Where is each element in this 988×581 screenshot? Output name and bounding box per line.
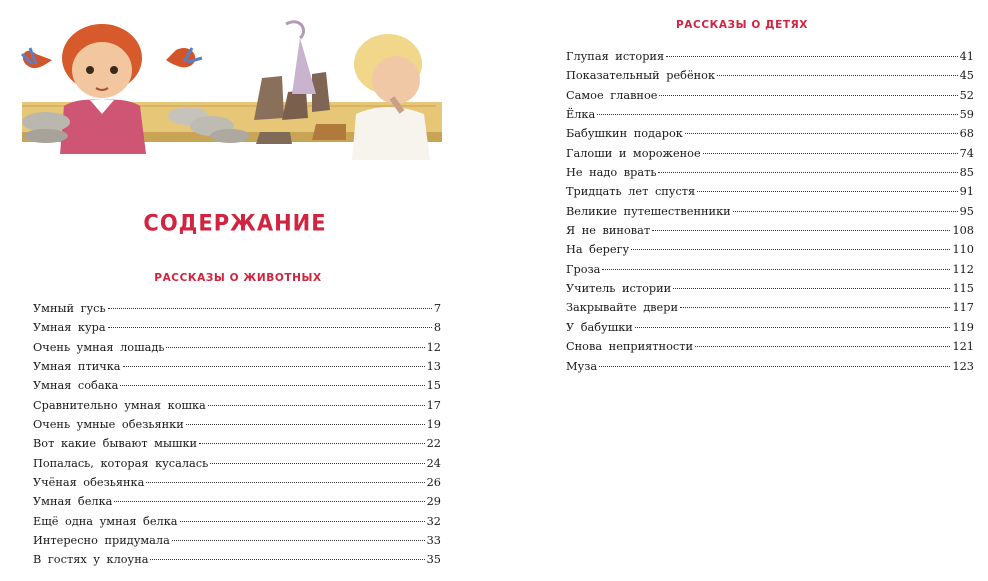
toc-entry-page: 115 [952, 282, 974, 296]
toc-entry-title: Муза [566, 359, 598, 373]
toc-animals [33, 299, 441, 570]
toc-entry-title: Галоши и мороженое [566, 146, 701, 160]
toc-entry-page: 108 [952, 224, 974, 238]
toc-entry [566, 105, 974, 124]
toc-children [566, 47, 974, 376]
children-shoes-illustration [16, 14, 442, 160]
toc-entry [33, 492, 441, 511]
dot-leader [599, 366, 950, 367]
toc-entry-title: Ещё одна умная белка [33, 514, 178, 528]
toc-entry [566, 337, 974, 356]
dot-leader [717, 75, 958, 76]
toc-entry-page: 19 [426, 418, 441, 432]
toc-entry [566, 66, 974, 85]
dot-leader [166, 347, 424, 348]
toc-entry [566, 279, 974, 298]
dot-leader [180, 521, 425, 522]
toc-entry-page: 52 [959, 88, 974, 102]
section-title-animals: РАССКАЗЫ О ЖИВОТНЫХ [154, 272, 322, 284]
dot-leader [680, 307, 950, 308]
toc-entry-title: Интересно придумала [33, 534, 170, 548]
toc-entry [566, 47, 974, 66]
dot-leader [695, 346, 950, 347]
toc-entry [33, 454, 441, 473]
toc-entry-page: 22 [426, 437, 441, 451]
toc-entry [33, 357, 441, 376]
dot-leader [146, 482, 424, 483]
toc-entry-page: 112 [952, 262, 974, 276]
dot-leader [673, 288, 950, 289]
toc-entry-page: 12 [426, 340, 441, 354]
toc-entry-title: Не надо врать [566, 166, 657, 180]
toc-entry [566, 260, 974, 279]
toc-entry-title: Сравнительно умная кошка [33, 398, 206, 412]
toc-entry [33, 473, 441, 492]
toc-entry-page: 26 [426, 476, 441, 490]
toc-entry-title: У бабушки [566, 320, 633, 334]
toc-entry-page: 117 [952, 301, 974, 315]
toc-entry-page: 91 [959, 185, 974, 199]
toc-entry [566, 318, 974, 337]
toc-entry-page: 121 [952, 340, 974, 354]
toc-entry-title: Закрывайте двери [566, 301, 678, 315]
dot-leader [120, 385, 424, 386]
toc-entry-title: На берегу [566, 243, 630, 257]
dot-leader [210, 463, 424, 464]
dot-leader [108, 327, 432, 328]
toc-entry [566, 182, 974, 201]
dot-leader [186, 424, 425, 425]
toc-entry-page: 8 [433, 321, 441, 335]
toc-entry [566, 298, 974, 317]
toc-entry [33, 299, 441, 318]
toc-entry-title: Бабушкин подарок [566, 127, 683, 141]
toc-entry [566, 240, 974, 259]
toc-entry [33, 434, 441, 453]
toc-entry-title: В гостях у клоуна [33, 553, 149, 567]
toc-entry [33, 531, 441, 550]
toc-entry-page: 24 [426, 456, 441, 470]
dot-leader [631, 249, 950, 250]
toc-entry-title: Глупая история [566, 50, 665, 63]
toc-entry-page: 59 [959, 108, 974, 122]
toc-entry [566, 144, 974, 163]
toc-entry [33, 512, 441, 531]
toc-entry-title: Умная белка [33, 495, 113, 509]
dot-leader [697, 191, 957, 192]
toc-entry-title: Умная птичка [33, 360, 121, 374]
toc-entry-page: 45 [959, 69, 974, 83]
toc-entry-title: Я не виноват [566, 224, 651, 238]
toc-entry-page: 123 [952, 359, 974, 373]
dot-leader [602, 269, 950, 270]
toc-entry-page: 32 [426, 514, 441, 528]
toc-entry-title: Умная кура [33, 321, 106, 335]
toc-entry-page: 110 [952, 243, 974, 257]
toc-entry [33, 415, 441, 434]
dot-leader [597, 114, 957, 115]
toc-entry-title: Умный гусь [33, 302, 106, 315]
toc-entry [33, 338, 441, 357]
right-page [494, 0, 988, 581]
toc-entry-title: Попалась, которая кусалась [33, 456, 209, 470]
toc-entry [33, 376, 441, 395]
toc-entry-page: 119 [952, 320, 974, 334]
dot-leader [123, 366, 425, 367]
toc-entry [566, 86, 974, 105]
dot-leader [150, 559, 424, 560]
toc-entry-page: 7 [433, 302, 441, 315]
toc-entry-page: 13 [426, 360, 441, 374]
toc-entry-title: Ёлка [566, 108, 596, 122]
dot-leader [685, 133, 958, 134]
toc-entry-title: Очень умная лошадь [33, 340, 165, 354]
toc-entry-title: Умная собака [33, 379, 119, 393]
dot-leader [733, 211, 958, 212]
toc-entry [566, 163, 974, 182]
toc-entry-title: Снова неприятности [566, 340, 693, 354]
toc-entry-page: 33 [426, 534, 441, 548]
dot-leader [108, 308, 432, 309]
toc-entry-page: 74 [959, 146, 974, 160]
dot-leader [659, 95, 957, 96]
toc-entry-title: Вот какие бывают мышки [33, 437, 198, 451]
toc-entry-page: 85 [959, 166, 974, 180]
toc-entry-title: Очень умные обезьянки [33, 418, 184, 432]
toc-entry-page: 41 [959, 50, 974, 63]
toc-entry [566, 221, 974, 240]
dot-leader [114, 501, 424, 502]
toc-entry-title: Гроза [566, 262, 601, 276]
toc-entry [566, 124, 974, 143]
toc-entry-title: Самое главное [566, 88, 658, 102]
dot-leader [652, 230, 950, 231]
toc-entry-page: 35 [426, 553, 441, 567]
toc-entry [566, 202, 974, 221]
toc-entry [33, 396, 441, 415]
dot-leader [635, 327, 951, 328]
dot-leader [703, 153, 958, 154]
toc-entry [33, 318, 441, 337]
dot-leader [658, 172, 957, 173]
toc-entry-page: 15 [426, 379, 441, 393]
dot-leader [199, 443, 425, 444]
section-title-children: РАССКАЗЫ О ДЕТЯХ [676, 19, 808, 31]
toc-entry-title: Показательный ребёнок [566, 69, 716, 83]
dot-leader [172, 540, 425, 541]
toc-entry-title: Учитель истории [566, 282, 672, 296]
toc-entry-page: 17 [426, 398, 441, 412]
toc-entry [33, 550, 441, 569]
toc-entry-title: Тридцать лет спустя [566, 185, 696, 199]
contents-title: СОДЕРЖАНИЕ [143, 210, 327, 236]
toc-entry-title: Великие путешественники [566, 204, 731, 218]
toc-entry-title: Учёная обезьянка [33, 476, 145, 490]
dot-leader [666, 56, 958, 57]
toc-entry-page: 29 [426, 495, 441, 509]
dot-leader [208, 405, 425, 406]
toc-entry-page: 95 [959, 204, 974, 218]
toc-entry-page: 68 [959, 127, 974, 141]
toc-entry [566, 357, 974, 376]
